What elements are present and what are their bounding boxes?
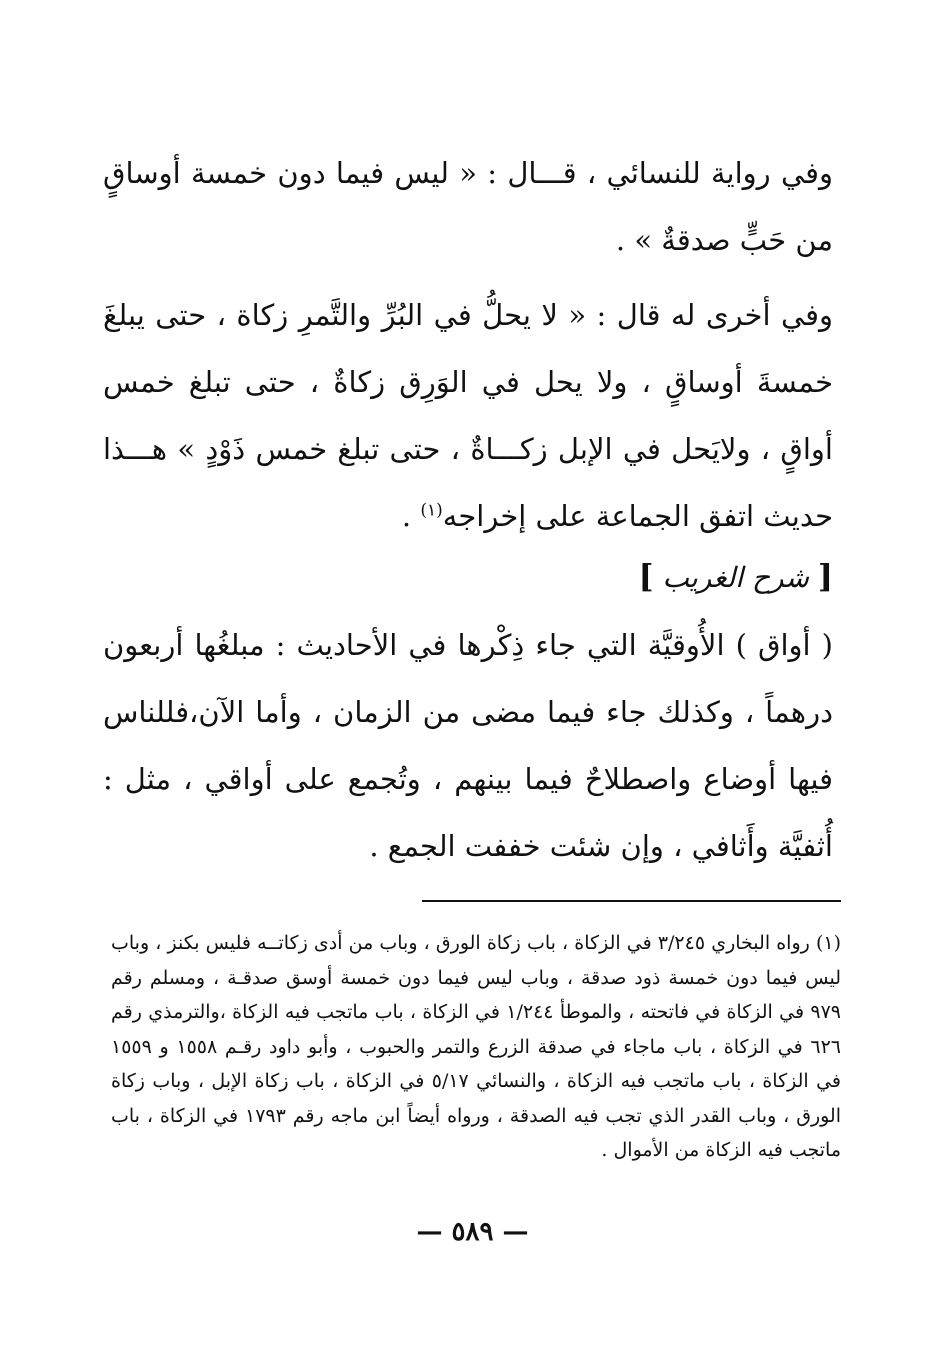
paragraph-glossary xyxy=(103,612,833,880)
paragraph-text: وفي رواية للنسائي ، قـــال : « ليس فيما دون خمسة أوساقٍ من حَبٍّ صدقةٌ » . xyxy=(103,156,833,257)
footnote-text: (١) رواه البخاري ٣/٢٤٥ في الزكاة ، باب زكاة الورق ، وباب من أدى زكاتــه فليس بكنز ، وباب ليس فيما دون خمسة ذود صدقة ، وباب ليس فيما دون خمسة أوسق صدقـة ، ومسلم رقم ٩٧٩ في الزكاة في فاتحته ، والموطأ ١/٢٤٤ في الزكاة ، باب ماتجب فيه الزكاة ،والترمذي رقم ٦٢٦ في الزكاة ، باب ماجاء في صدقة الزرع والتمر والحبوب ، وأبو داود رقـم ١٥٥٨ و ١٥٥٩ في الزكاة ، باب ماتجب فيه الزكاة ، والنسائي ٥/١٧ في الزكاة ، باب زكاة الإبل ، وباب زكاة الورق ، وباب القدر الذي تجب فيه الصدقة ، ورواه أيضاً ابن ماجه رقم ١٧٩٣ في الزكاة ، باب ماتجب فيه الزكاة من الأموال . xyxy=(111,932,842,1161)
paragraph-text: وفي أخرى له قال : « لا يحلُّ في البُرِّ والتَّمرِ زكاة ، حتى يبلغَ خمسةَ أوساقٍ ، ولا يحل في الوَرِق زكاةٌ ، حتى تبلغ خمس أواقٍ ، ولايَحل في الإبل زكـــاةٌ ، حتى تبلغ خمس ذَوْدٍ » هـــذا حديث اتفق الجماعة على إخراجه xyxy=(103,298,833,533)
footnote-marker: (١) xyxy=(420,500,443,521)
footnote xyxy=(111,926,841,1168)
section-heading xyxy=(638,552,833,602)
footnote-separator xyxy=(422,900,841,902)
heading-open-bracket: [ xyxy=(817,557,833,595)
paragraph-nasai-narration xyxy=(103,140,833,274)
heading-close-bracket: ] xyxy=(638,557,654,595)
heading-text: شرح الغريب xyxy=(662,561,809,594)
paragraph-text: ( أواق ) الأُوقيَّة التي جاء ذِكْرها في الأحاديث : مبلغُها أربعون درهماً ، وكذلك جاء فيما مضى من الزمان ، وأما الآن،فللناس فيها أوضاع واصطلاحٌ فيما بينهم ، وتُجمع على أواقي ، مثل : أُثفيَّة وأَثافي ، وإن شئت خففت الجمع . xyxy=(103,628,833,863)
page-number: — ٥٨٩ — xyxy=(416,1217,529,1247)
paragraph-another-narration xyxy=(103,282,833,550)
paragraph-end: . xyxy=(401,499,421,533)
